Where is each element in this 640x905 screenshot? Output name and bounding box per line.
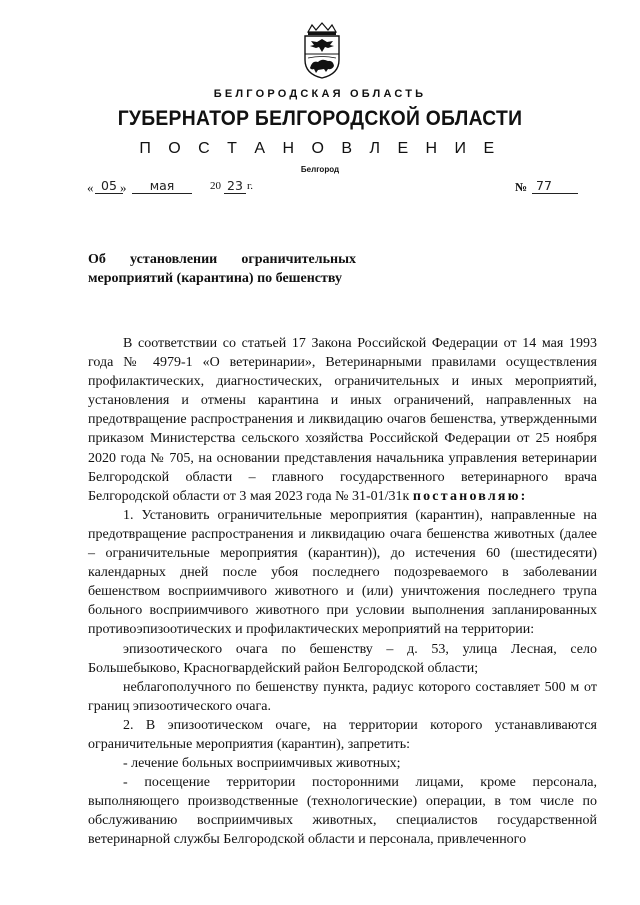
clause-2-item-2: - посещение территории посторонними лицами, кроме персонала, выполняющего производственные (технологические) операции, в том числе по обслуживанию восприимчивых животных, специалистов государственной ветеринарной службы Белгородской области и персонала, привлеченного <box>88 775 597 848</box>
region-name: БЕЛГОРОДСКАЯ ОБЛАСТЬ <box>213 88 427 100</box>
date-year-suffix: 23 <box>224 178 246 194</box>
clause-1-paragraph: 1. Установить ограничительные мероприятия (карантин), направленные на предотвращение распространения и ликвидацию очага бешенства животных (далее – ограничительные мероприятия (карантин)), до истечения 60 (шестидесяти) календарных дней после убоя последнего подозреваемого в заболевании бешенством восприимчивого животного и (или) уничтожения последнего трупа больного восприимчивого животного при условии выполнения запланированных противоэпизоотических и профилактических мероприятий на территории: <box>88 507 597 638</box>
document-number: 77 <box>532 178 578 194</box>
date-open-quote: « <box>87 180 94 195</box>
clause-2-item-1: - лечение больных восприимчивых животных; <box>123 756 401 772</box>
clause-1-point-paragraph: неблагополучного по бешенству пункта, радиус которого составляет 500 м от границ эпизоотического очага. <box>88 679 597 714</box>
date-day: 05 <box>95 178 123 194</box>
preamble-paragraph <box>88 334 597 506</box>
date-close-quote: » <box>120 180 127 195</box>
document-body <box>88 334 597 850</box>
clause-2-paragraph: 2. В эпизоотическом очаге, на территории которого устанавливаются ограничительные мероприятия (карантин), запретить: <box>88 717 597 752</box>
date-year-prefix: 20 <box>210 180 221 192</box>
issuer-title: ГУБЕРНАТОР БЕЛГОРОДСКОЙ ОБЛАСТИ <box>117 107 523 130</box>
clause-1-focus-paragraph: эпизоотического очага по бешенству – д. 53, улица Лесная, село Большебыково, Красногвардейский район Белгородской области; <box>88 641 597 676</box>
date-month: мая <box>132 178 192 194</box>
city-name: Белгород <box>300 165 340 174</box>
date-year-letter: г. <box>247 180 254 192</box>
document-type: П О С Т А Н О В Л Е Н И Е <box>139 140 501 157</box>
document-number-label: № <box>515 180 528 194</box>
preamble-text: В соответствии со статьей 17 Закона Российской Федерации от 14 мая 1993 года № 4979-1 «О ветеринарии», Ветеринарными правилами осуществления профилактических, диагностических, ограничительных и иных мероприятий, установления и отмены карантина и иных ограничений, направленных на предотвращение распространения и ликвидацию очагов бешенства, утвержденными приказом Министерства сельского хозяйства Российской Федерации от 25 ноября 2020 года № 705, на основании представления начальника управления ветеринарии Белгородской области – главного государственного ветеринарного врача Белгородской области от 3 мая 2023 года № 31-01/31к <box>88 336 597 504</box>
document-subject: Об установлении ограничительных мероприятий (карантина) по бешенству <box>88 252 356 286</box>
coat-of-arms-icon <box>300 22 344 80</box>
resolve-word: постановляю: <box>412 488 528 504</box>
